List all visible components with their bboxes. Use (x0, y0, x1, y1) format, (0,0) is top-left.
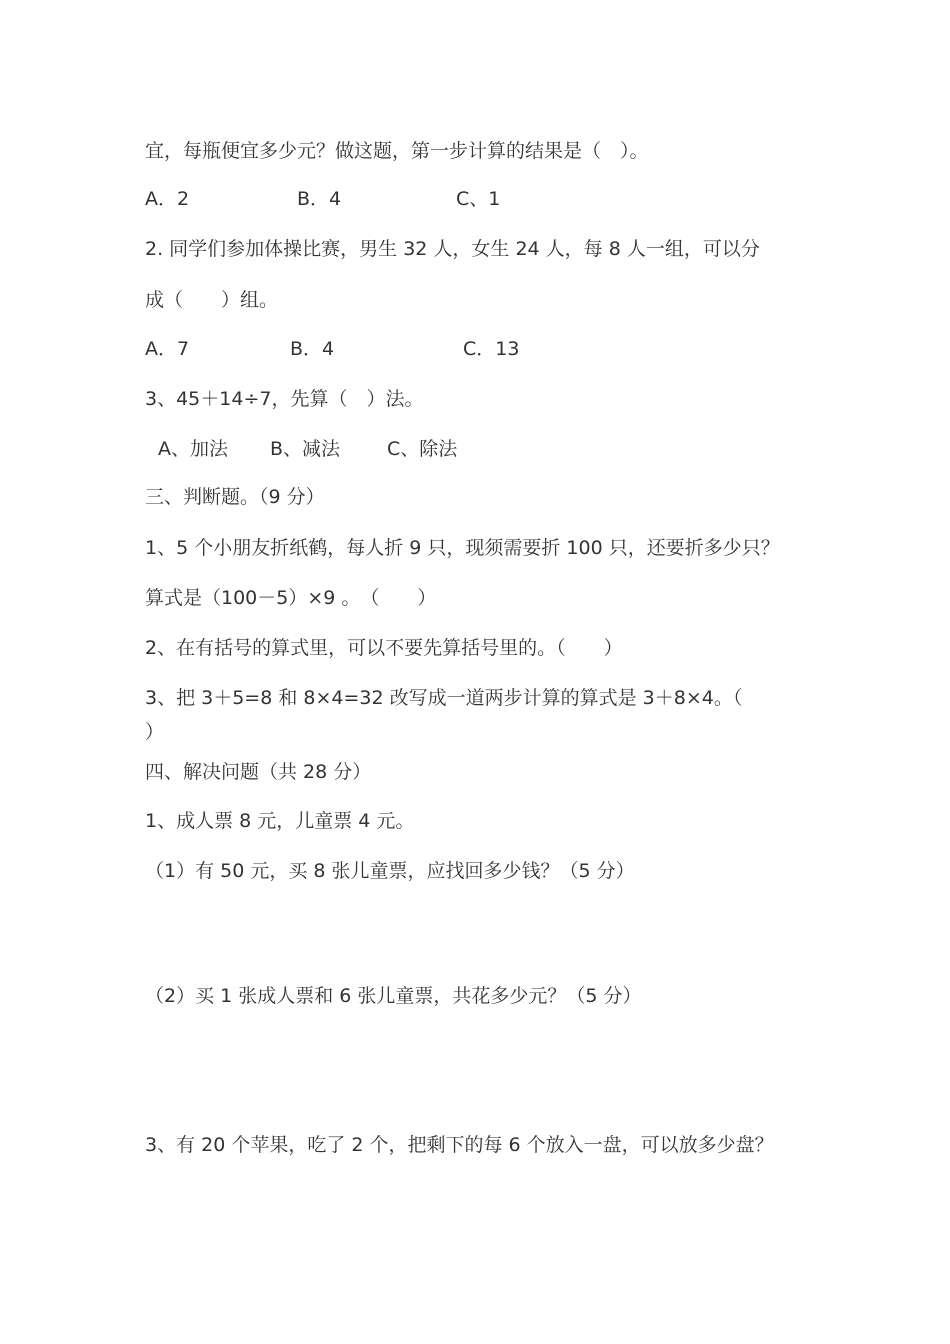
question-line: 1、5 个小朋友折纸鹤，每人折 9 只，现须需要折 100 只，还要折多少只？ (145, 537, 780, 559)
option-b: B．4 (290, 338, 335, 360)
section-heading: 三、判断题。（9 分） (145, 486, 325, 508)
question-line: 成（ ）组。 (145, 289, 279, 311)
question-line: 宜，每瓶便宜多少元？做这题，第一步计算的结果是（ ）。 (145, 140, 649, 162)
question-line: 算式是（100－5）×9 。 （ ） (145, 587, 437, 609)
option-a: A、加法 (158, 438, 228, 460)
option-b: B、减法 (270, 438, 341, 460)
question-line: 3、45＋14÷7，先算（ ）法。 (145, 388, 424, 410)
option-a: A．2 (145, 188, 190, 210)
question-line: ） (145, 721, 165, 743)
question-line: 3、有 20 个苹果，吃了 2 个，把剩下的每 6 个放入一盘，可以放多少盘？ (145, 1134, 774, 1156)
section-heading: 四、解决问题（共 28 分） (145, 761, 372, 783)
option-a: A．7 (145, 338, 190, 360)
question-line: 2. 同学们参加体操比赛，男生 32 人，女生 24 人，每 8 人一组，可以分 (145, 238, 760, 260)
question-line: （2）买 1 张成人票和 6 张儿童票，共花多少元？（5 分） (145, 985, 642, 1007)
option-c: C．13 (463, 338, 520, 360)
question-line: 1、成人票 8 元，儿童票 4 元。 (145, 810, 415, 832)
option-c: C、1 (456, 188, 501, 210)
option-c: C、除法 (387, 438, 458, 460)
question-line: 2、在有括号的算式里，可以不要先算括号里的。（ ） (145, 637, 623, 659)
question-line: （1）有 50 元，买 8 张儿童票，应找回多少钱？（5 分） (145, 860, 635, 882)
question-line: 3、把 3＋5=8 和 8×4=32 改写成一道两步计算的算式是 3＋8×4。（ (145, 687, 743, 709)
option-b: B．4 (297, 188, 342, 210)
